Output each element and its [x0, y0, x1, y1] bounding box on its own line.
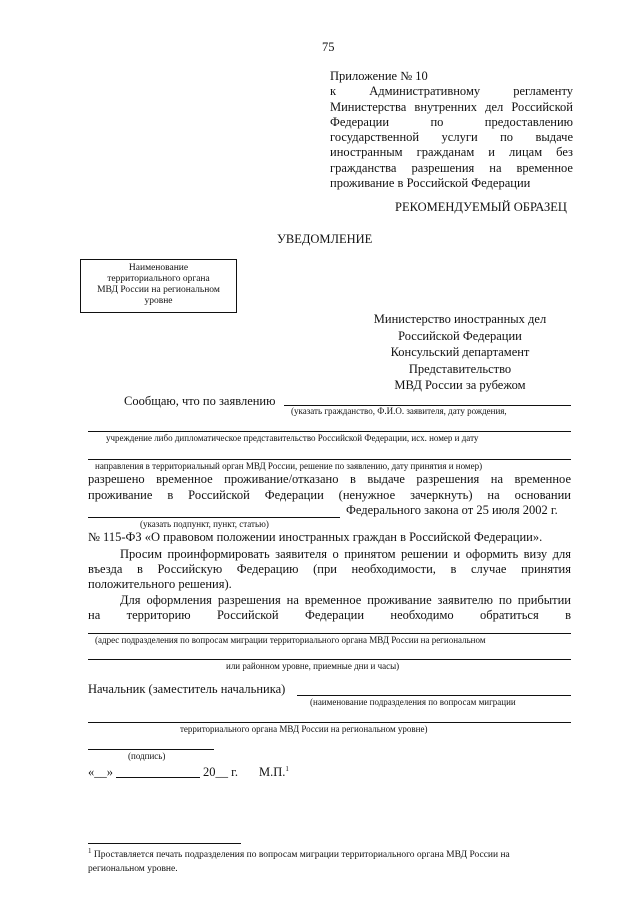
field-line [88, 459, 571, 460]
recipient-representation [340, 362, 580, 393]
request-line: положительного решения). [88, 577, 232, 591]
decision-line: проживание в Российской Федерации (ненужное зачеркнуть) на основании [88, 488, 571, 502]
decision-line: Федерального закона от 25 июля 2002 г. [346, 503, 558, 517]
head-label: Начальник (заместитель начальника) [88, 682, 286, 696]
date-month-line [116, 777, 200, 778]
address-line [88, 633, 571, 634]
stamp-label [259, 765, 289, 780]
field-line [88, 431, 571, 432]
appendix-line: Министерства внутренних дел Российской [330, 99, 573, 114]
sender-box-line: МВД России на региональном [97, 285, 220, 295]
stamp-text: М.П. [259, 765, 286, 779]
hint-direction: направления в территориальный орган МВД России, решение по заявлению, дату принятия и номер) [95, 461, 483, 471]
appendix-line: иностранным гражданам и лицам без [330, 145, 573, 160]
sender-box [80, 259, 237, 313]
law-reference: № 115-ФЗ «О правовом положении иностранных граждан в Российской Федерации». [88, 530, 543, 544]
arrival-line: на территорию Российской Федерации необходимо обратиться в [88, 608, 571, 622]
recipient-line: МВД России за рубежом [394, 377, 526, 392]
stamp-footnote-ref: 1 [285, 764, 289, 773]
recipient-line: Российской Федерации [398, 328, 522, 343]
request-line: въезда в Российскую Федерацию (при необходимости, в случае принятия [88, 562, 571, 576]
sample-label: РЕКОМЕНДУЕМЫЙ ОБРАЗЕЦ [395, 200, 567, 214]
appendix-line: государственной услуги по выдаче [330, 130, 573, 145]
date-day: «__» [88, 765, 113, 779]
recipient-ministry [340, 311, 580, 361]
appendix-line: Федерации по предоставлению [330, 114, 573, 129]
arrival-line: Для оформления разрешения на временное проживание заявителю по прибытии [120, 593, 571, 607]
sender-box-line: уровне [144, 296, 173, 306]
decision-line: разрешено временное проживание/отказано в выдаче разрешения на временное [88, 472, 571, 486]
page-number: 75 [322, 40, 335, 54]
footnote [88, 848, 510, 876]
address-line [88, 659, 571, 660]
hint-embassy: учреждение либо дипломатическое представительство Российской Федерации, исх. номер и дату [106, 433, 479, 443]
appendix-block [330, 69, 573, 191]
recipient-line: Консульский департамент [390, 345, 530, 359]
appendix-line: Приложение № 10 [330, 69, 428, 83]
report-lead: Сообщаю, что по заявлению [124, 394, 276, 408]
date-year: 20__ г. [203, 765, 238, 779]
hint-schedule: или районном уровне, приемные дни и часы) [226, 661, 400, 671]
doc-title: УВЕДОМЛЕНИЕ [277, 232, 373, 246]
signature-hint: (подпись) [128, 751, 166, 761]
hint-unit: (наименование подразделения по вопросам миграции [310, 697, 516, 707]
footnote-text: Проставляется печать подразделения по вопросам миграции территориального органа МВД России на [93, 850, 510, 860]
footnote-divider [88, 843, 241, 844]
recipient-line: Министерство иностранных дел [373, 312, 547, 326]
signature-line [88, 749, 214, 750]
footnote-mark: 1 [88, 846, 92, 855]
appendix-line: проживание в Российской Федерации [330, 176, 531, 191]
unit-line [88, 722, 571, 723]
hint-article: (указать подпункт, пункт, статью) [140, 519, 269, 529]
hint-address: (адрес подразделения по вопросам миграции территориального органа МВД России на региональном [95, 635, 486, 645]
hint-territorial: территориального органа МВД России на региональном уровне) [180, 724, 428, 734]
footnote-text: региональном уровне. [88, 864, 178, 874]
basis-line [88, 517, 340, 518]
sender-box-line: Наименование [128, 263, 189, 273]
request-line: Просим проинформировать заявителя о принятом решении и оформить визу для [120, 547, 571, 561]
unit-line [297, 695, 571, 696]
recipient-line: Представительство [408, 362, 512, 376]
hint-applicant: (указать гражданство, Ф.И.О. заявителя, дату рождения, [291, 406, 507, 416]
appendix-line: к Административному регламенту [330, 84, 573, 99]
sender-box-line: территориального органа [107, 274, 210, 284]
appendix-line: гражданства разрешения на временное [330, 160, 573, 175]
